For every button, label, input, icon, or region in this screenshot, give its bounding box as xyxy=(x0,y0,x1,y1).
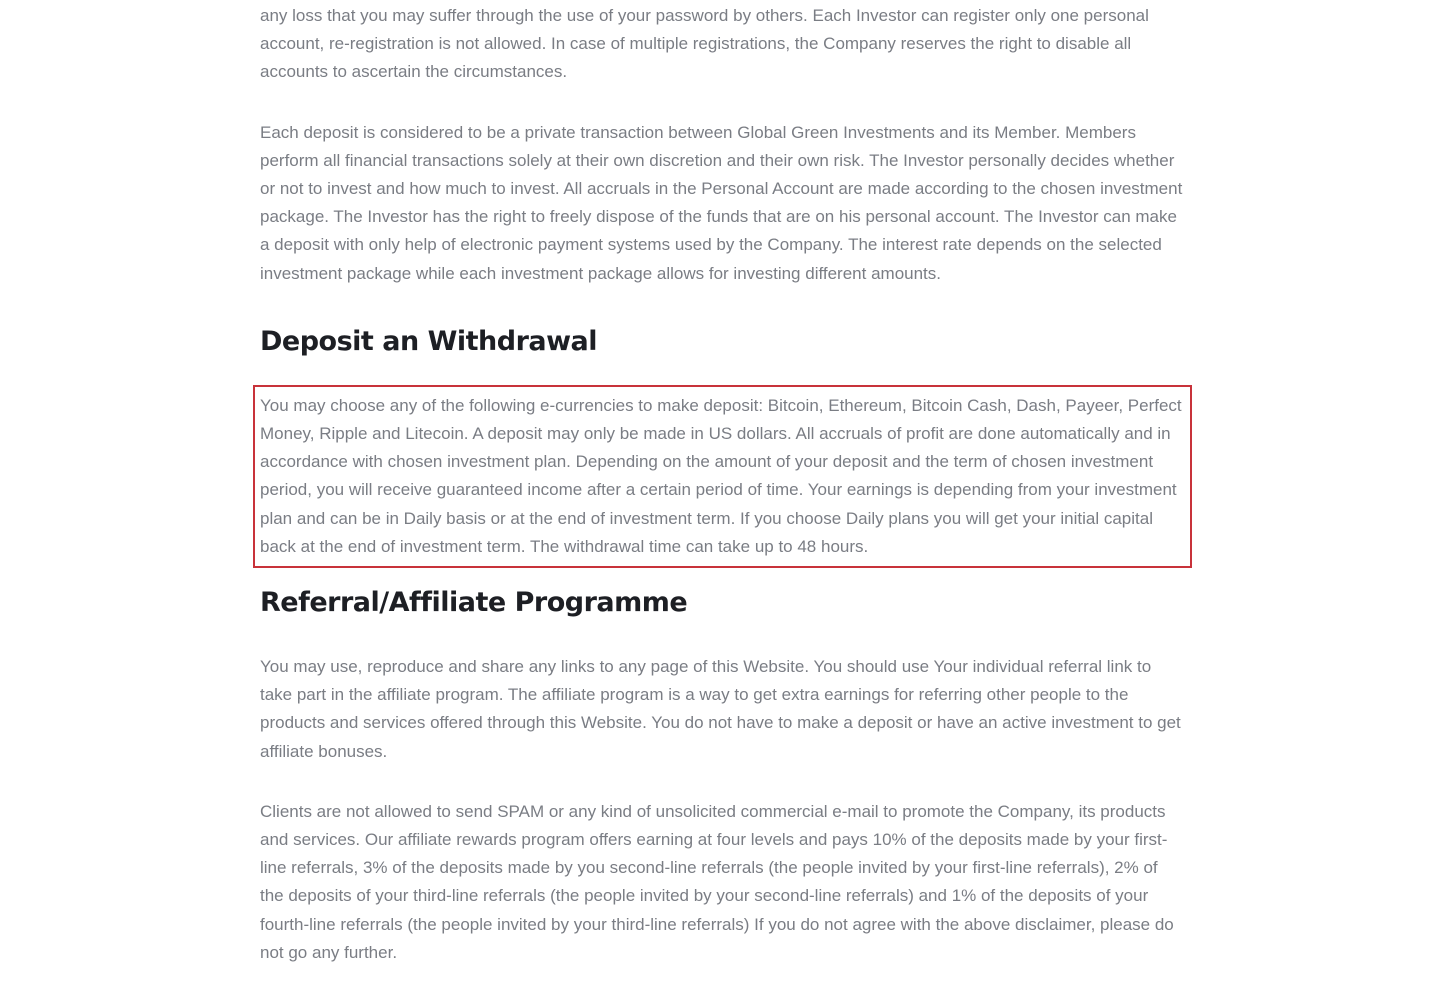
referral-programme-heading: Referral/Affiliate Programme xyxy=(260,587,688,619)
deposit-terms-paragraph: Each deposit is considered to be a private transaction between Global Green Investments and its Member. Members perform all financial transactions solely at their own discretion and their own risk. The Investor personally decides whether or not to invest and how much to invest. All accruals in the Personal Account are made according to the chosen investment package. The Investor has the right to freely dispose of the funds that are on his personal account. The Investor can make a deposit with only help of electronic payment systems used by the Company. The interest rate depends on the selected investment package while each investment package allows for investing different amounts. xyxy=(260,122,1183,283)
referral-paragraph-2: Clients are not allowed to send SPAM or any kind of unsolicited commercial e-mail to promote the Company, its products and services. Our affiliate rewards program offers earning at four levels and pays 10% of the deposits made by your first-line referrals, 3% of the deposits made by you second-line referrals (the people invited by your first-line referrals), 2% of the deposits of your third-line referrals (the people invited by your second-line referrals) and 1% of the deposits of your fourth-line referrals (the people invited by your third-line referrals) If you do not agree with the above disclaimer, please do not go any further. xyxy=(260,801,1174,962)
intro-paragraph: any loss that you may suffer through the use of your password by others. Each Investor can register only one personal account, re-registration is not allowed. In case of multiple registrations, the Company reserves the right to disable all accounts to ascertain the circumstances. xyxy=(260,6,1149,82)
terms-content xyxy=(260,2,1185,967)
deposit-withdrawal-paragraph: You may choose any of the following e-currencies to make deposit: Bitcoin, Ethereum, Bitcoin Cash, Dash, Payeer, Perfect Money, Ripple and Litecoin. A deposit may only be made in US dollars. All accruals of profit are done automatically and in accordance with chosen investment plan. Depending on the amount of your deposit and the term of chosen investment period, you will receive guaranteed income after a certain period of time. Your earnings is depending from your investment plan and can be in Daily basis or at the end of investment term. If you choose Daily plans you will get your initial capital back at the end of investment term. The withdrawal time can take up to 48 hours. xyxy=(260,395,1182,556)
highlighted-deposit-block xyxy=(260,392,1185,561)
deposit-withdrawal-heading: Deposit an Withdrawal xyxy=(260,325,598,357)
referral-paragraph-1: You may use, reproduce and share any links to any page of this Website. You should use Your individual referral link to take part in the affiliate program. The affiliate program is a way to get extra earnings for referring other people to the products and services offered through this Website. You do not have to make a deposit or have an active investment to get affiliate bonuses. xyxy=(260,657,1181,761)
